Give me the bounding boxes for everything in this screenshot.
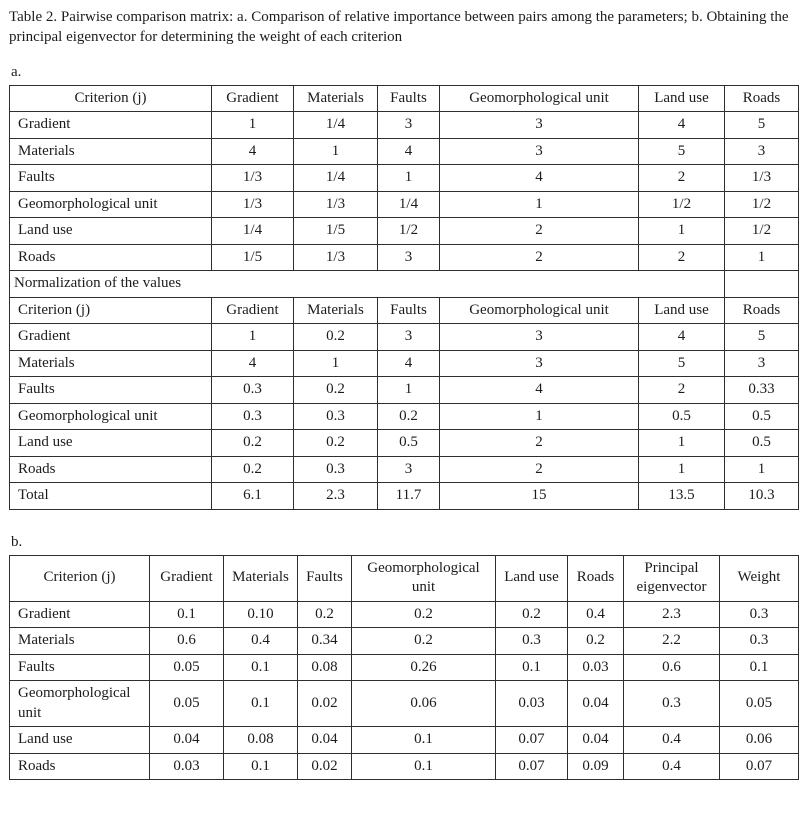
row-label-cell: Faults — [10, 165, 212, 192]
value-cell: 1 — [440, 403, 639, 430]
value-cell: 1 — [725, 244, 799, 271]
value-cell: 0.2 — [212, 430, 294, 457]
value-cell: 0.3 — [294, 456, 378, 483]
header-label-cell: Criterion (j) — [10, 85, 212, 112]
header-cell: Materials — [294, 297, 378, 324]
header-cell: Geomorphological unit — [440, 297, 639, 324]
header-label-cell: Criterion (j) — [10, 297, 212, 324]
value-cell: 0.1 — [224, 654, 298, 681]
value-cell: 4 — [378, 138, 440, 165]
table-row — [10, 654, 799, 681]
value-cell: 1 — [639, 456, 725, 483]
value-cell: 0.2 — [352, 628, 496, 655]
value-cell: 0.05 — [720, 681, 799, 727]
header-cell: Faults — [298, 555, 352, 601]
value-cell: 1/4 — [294, 112, 378, 139]
value-cell: 2 — [440, 456, 639, 483]
value-cell: 0.07 — [496, 753, 568, 780]
value-cell: 0.5 — [378, 430, 440, 457]
header-cell: Gradient — [212, 85, 294, 112]
value-cell: 1/5 — [212, 244, 294, 271]
value-cell: 3 — [725, 138, 799, 165]
value-cell: 0.1 — [352, 753, 496, 780]
value-cell: 2 — [440, 430, 639, 457]
value-cell: 2 — [639, 377, 725, 404]
value-cell: 0.2 — [378, 403, 440, 430]
header-label-cell: Criterion (j) — [10, 555, 150, 601]
value-cell: 0.5 — [725, 403, 799, 430]
row-label-cell: Roads — [10, 244, 212, 271]
header-cell: Geomorphological unit — [440, 85, 639, 112]
header-cell: Gradient — [150, 555, 224, 601]
table-row — [10, 377, 799, 404]
value-cell: 0.1 — [352, 727, 496, 754]
header-cell: Weight — [720, 555, 799, 601]
header-cell: Roads — [725, 297, 799, 324]
value-cell: 0.2 — [212, 456, 294, 483]
header-cell: Faults — [378, 297, 440, 324]
value-cell: 2 — [440, 218, 639, 245]
value-cell: 0.6 — [150, 628, 224, 655]
value-cell: 3 — [378, 456, 440, 483]
value-cell: 0.3 — [496, 628, 568, 655]
value-cell: 0.26 — [352, 654, 496, 681]
table-row — [10, 244, 799, 271]
value-cell: 0.1 — [150, 601, 224, 628]
value-cell: 0.1 — [224, 681, 298, 727]
value-cell: 2.3 — [624, 601, 720, 628]
row-label-cell: Materials — [10, 350, 212, 377]
value-cell: 0.04 — [150, 727, 224, 754]
row-label-cell: Materials — [10, 628, 150, 655]
row-label-cell: Faults — [10, 654, 150, 681]
value-cell: 0.3 — [294, 403, 378, 430]
header-row — [10, 555, 799, 601]
row-label-cell: Gradient — [10, 601, 150, 628]
value-cell: 1 — [440, 191, 639, 218]
value-cell: 3 — [378, 324, 440, 351]
value-cell: 2 — [639, 165, 725, 192]
header-cell: Land use — [639, 85, 725, 112]
row-label-cell: Geomorphological unit — [10, 403, 212, 430]
value-cell: 0.05 — [150, 681, 224, 727]
row-label-cell: Land use — [10, 727, 150, 754]
table-row — [10, 403, 799, 430]
header-row — [10, 297, 799, 324]
header-cell: Materials — [224, 555, 298, 601]
value-cell: 0.03 — [568, 654, 624, 681]
value-cell: 5 — [639, 350, 725, 377]
value-cell: 3 — [378, 244, 440, 271]
value-cell: 0.2 — [294, 377, 378, 404]
value-cell: 0.2 — [496, 601, 568, 628]
table-a-header-section — [10, 85, 799, 112]
value-cell: 4 — [440, 165, 639, 192]
empty-cell — [725, 271, 799, 298]
value-cell: 1/2 — [639, 191, 725, 218]
row-label-cell: Total — [10, 483, 212, 510]
value-cell: 3 — [440, 112, 639, 139]
table-b-principal-eigenvector — [9, 555, 799, 781]
value-cell: 1 — [378, 377, 440, 404]
header-cell: Land use — [496, 555, 568, 601]
value-cell: 0.1 — [496, 654, 568, 681]
table-row — [10, 628, 799, 655]
table-row — [10, 191, 799, 218]
value-cell: 0.2 — [352, 601, 496, 628]
value-cell: 0.06 — [720, 727, 799, 754]
value-cell: 0.08 — [298, 654, 352, 681]
value-cell: 3 — [378, 112, 440, 139]
value-cell: 1/4 — [294, 165, 378, 192]
value-cell: 0.33 — [725, 377, 799, 404]
value-cell: 0.1 — [720, 654, 799, 681]
value-cell: 0.03 — [496, 681, 568, 727]
value-cell: 0.04 — [568, 727, 624, 754]
value-cell: 0.3 — [720, 628, 799, 655]
value-cell: 1/3 — [212, 165, 294, 192]
table-a-comparison-body — [10, 112, 799, 271]
row-label-cell: Materials — [10, 138, 212, 165]
value-cell: 0.34 — [298, 628, 352, 655]
value-cell: 1/2 — [725, 218, 799, 245]
row-label-cell: Roads — [10, 753, 150, 780]
value-cell: 1 — [212, 112, 294, 139]
value-cell: 1/4 — [378, 191, 440, 218]
value-cell: 2.2 — [624, 628, 720, 655]
value-cell: 0.3 — [212, 403, 294, 430]
row-label-cell: Land use — [10, 218, 212, 245]
table-row — [10, 112, 799, 139]
row-label-cell: Geomorphological unit — [10, 191, 212, 218]
table-row — [10, 138, 799, 165]
table-row — [10, 218, 799, 245]
value-cell: 1 — [294, 138, 378, 165]
value-cell: 1/4 — [212, 218, 294, 245]
value-cell: 4 — [378, 350, 440, 377]
table-row — [10, 727, 799, 754]
row-label-cell: Land use — [10, 430, 212, 457]
value-cell: 0.3 — [720, 601, 799, 628]
table-row — [10, 753, 799, 780]
value-cell: 0.03 — [150, 753, 224, 780]
value-cell: 0.1 — [224, 753, 298, 780]
value-cell: 0.2 — [294, 324, 378, 351]
table-row — [10, 165, 799, 192]
value-cell: 1/3 — [212, 191, 294, 218]
value-cell: 0.04 — [298, 727, 352, 754]
table-row — [10, 483, 799, 510]
value-cell: 0.4 — [624, 727, 720, 754]
section-b-label: b. — [11, 533, 23, 550]
table-a-normalized-body — [10, 324, 799, 510]
normalization-label-cell: Normalization of the values — [10, 271, 725, 298]
value-cell: 3 — [440, 138, 639, 165]
table-a-normalization-section — [10, 271, 799, 324]
value-cell: 4 — [440, 377, 639, 404]
value-cell: 0.2 — [294, 430, 378, 457]
value-cell: 10.3 — [725, 483, 799, 510]
header-cell: Materials — [294, 85, 378, 112]
value-cell: 0.5 — [725, 430, 799, 457]
value-cell: 1/3 — [725, 165, 799, 192]
value-cell: 1/3 — [294, 191, 378, 218]
header-cell: Roads — [725, 85, 799, 112]
value-cell: 0.2 — [298, 601, 352, 628]
value-cell: 1 — [725, 456, 799, 483]
value-cell: 2.3 — [294, 483, 378, 510]
value-cell: 4 — [639, 324, 725, 351]
value-cell: 0.6 — [624, 654, 720, 681]
value-cell: 0.5 — [639, 403, 725, 430]
row-label-cell: Faults — [10, 377, 212, 404]
value-cell: 5 — [725, 324, 799, 351]
value-cell: 0.3 — [212, 377, 294, 404]
value-cell: 2 — [639, 244, 725, 271]
value-cell: 13.5 — [639, 483, 725, 510]
value-cell: 6.1 — [212, 483, 294, 510]
normalization-divider-row — [10, 271, 799, 298]
table-row — [10, 681, 799, 727]
value-cell: 1 — [639, 430, 725, 457]
value-cell: 1/5 — [294, 218, 378, 245]
value-cell: 0.05 — [150, 654, 224, 681]
value-cell: 11.7 — [378, 483, 440, 510]
table-row — [10, 430, 799, 457]
header-cell: Principal eigenvector — [624, 555, 720, 601]
value-cell: 0.4 — [568, 601, 624, 628]
value-cell: 1 — [378, 165, 440, 192]
value-cell: 0.10 — [224, 601, 298, 628]
value-cell: 5 — [639, 138, 725, 165]
value-cell: 0.04 — [568, 681, 624, 727]
row-label-cell: Gradient — [10, 324, 212, 351]
value-cell: 0.02 — [298, 681, 352, 727]
table-row — [10, 350, 799, 377]
value-cell: 0.4 — [624, 753, 720, 780]
value-cell: 0.07 — [720, 753, 799, 780]
header-row — [10, 85, 799, 112]
value-cell: 15 — [440, 483, 639, 510]
value-cell: 0.4 — [224, 628, 298, 655]
row-label-cell: Geomorphological unit — [10, 681, 150, 727]
value-cell: 1/2 — [725, 191, 799, 218]
value-cell: 1 — [639, 218, 725, 245]
header-cell: Gradient — [212, 297, 294, 324]
value-cell: 1 — [294, 350, 378, 377]
row-label-cell: Roads — [10, 456, 212, 483]
value-cell: 0.09 — [568, 753, 624, 780]
header-cell: Land use — [639, 297, 725, 324]
header-cell: Faults — [378, 85, 440, 112]
value-cell: 4 — [212, 138, 294, 165]
header-cell: Geomorphological unit — [352, 555, 496, 601]
value-cell: 1 — [212, 324, 294, 351]
section-a-label: a. — [11, 63, 22, 80]
table-row — [10, 601, 799, 628]
value-cell: 0.07 — [496, 727, 568, 754]
value-cell: 5 — [725, 112, 799, 139]
value-cell: 4 — [212, 350, 294, 377]
value-cell: 0.08 — [224, 727, 298, 754]
table-caption: Table 2. Pairwise comparison matrix: a. Comparison of relative importance between pairs among the parameters; b. Obtaining the principal eigenvector for determining the weight of each criterion — [9, 9, 789, 46]
table-row — [10, 324, 799, 351]
value-cell: 0.3 — [624, 681, 720, 727]
value-cell: 0.02 — [298, 753, 352, 780]
value-cell: 0.06 — [352, 681, 496, 727]
value-cell: 3 — [440, 324, 639, 351]
value-cell: 4 — [639, 112, 725, 139]
table-b-header-section — [10, 555, 799, 601]
header-cell: Roads — [568, 555, 624, 601]
value-cell: 3 — [440, 350, 639, 377]
row-label-cell: Gradient — [10, 112, 212, 139]
table-b-body — [10, 601, 799, 780]
value-cell: 1/3 — [294, 244, 378, 271]
value-cell: 0.2 — [568, 628, 624, 655]
value-cell: 3 — [725, 350, 799, 377]
table-row — [10, 456, 799, 483]
value-cell: 2 — [440, 244, 639, 271]
table-a-pairwise-comparison — [9, 85, 799, 510]
value-cell: 1/2 — [378, 218, 440, 245]
